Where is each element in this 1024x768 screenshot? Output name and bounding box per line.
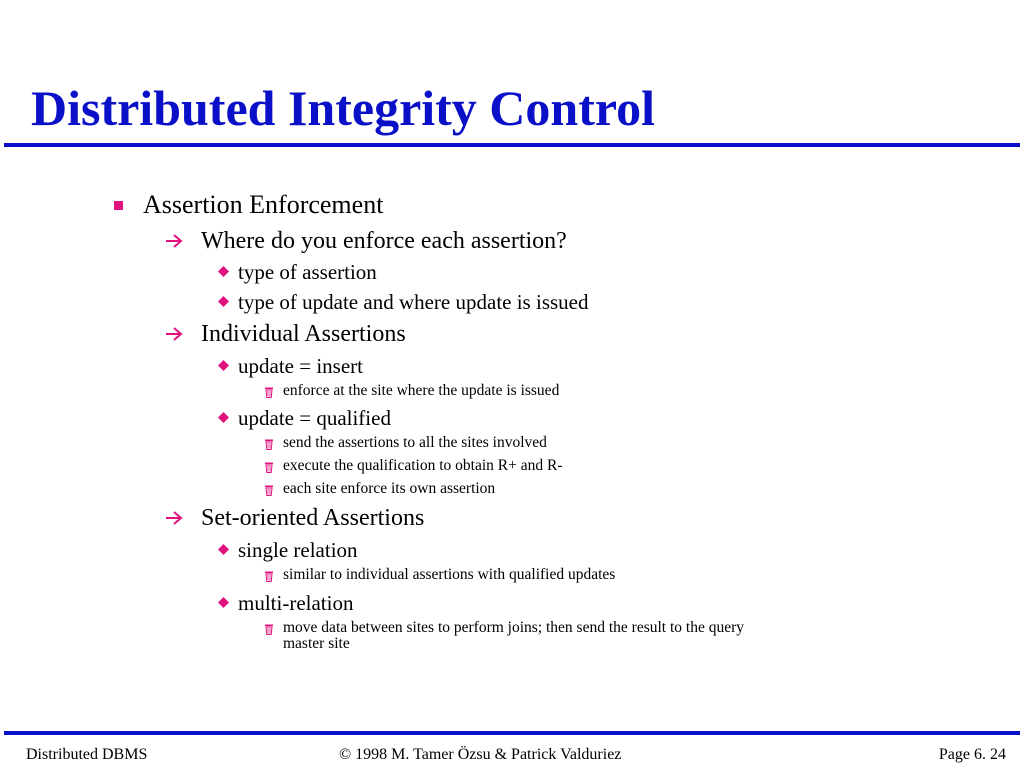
footer-copyright: © 1998 M. Tamer Özsu & Patrick Valduriez [339,746,622,763]
detail-each-site-enforce: each site enforce its own assertion [283,480,496,497]
trash-can-icon [264,387,274,398]
detail-move-data-line2: master site [283,635,350,652]
trash-can-icon [264,571,274,582]
subbullet-individual-assertions: Individual Assertions [201,321,406,347]
diamond-bullet-icon [218,412,229,423]
trash-can-icon [264,624,274,635]
square-bullet-icon [114,201,123,210]
diamond-bullet-icon [218,360,229,371]
detail-send-assertions: send the assertions to all the sites involved [283,434,547,451]
diamond-bullet-icon [218,544,229,555]
trash-can-icon [264,462,274,473]
item-update-insert: update = insert [238,354,363,378]
subbullet-where-enforce: Where do you enforce each assertion? [201,228,567,254]
diamond-bullet-icon [218,266,229,277]
detail-similar-to-individual: similar to individual assertions with qualified updates [283,566,616,583]
trash-can-icon [264,439,274,450]
detail-execute-qualification: execute the qualification to obtain R+ and R- [283,457,563,474]
detail-enforce-at-site: enforce at the site where the update is issued [283,382,560,399]
diamond-bullet-icon [218,296,229,307]
title-divider [4,143,1020,147]
footer-page-number: Page 6. 24 [938,746,1006,763]
bullet-assertion-enforcement: Assertion Enforcement [143,190,384,219]
footer-divider [4,731,1020,735]
arrow-right-icon [165,327,183,341]
arrow-right-icon [165,511,183,525]
subbullet-set-oriented-assertions: Set-oriented Assertions [201,505,425,531]
trash-can-icon [264,485,274,496]
arrow-right-icon [165,234,183,248]
footer-course-title: Distributed DBMS [26,746,148,763]
item-type-of-assertion: type of assertion [238,260,377,284]
item-update-qualified: update = qualified [238,406,391,430]
item-multi-relation: multi-relation [238,591,354,615]
diamond-bullet-icon [218,597,229,608]
item-single-relation: single relation [238,538,358,562]
slide-title: Distributed Integrity Control [31,80,656,136]
detail-move-data-line1: move data between sites to perform joins; then send the result to the query [283,619,745,636]
item-type-of-update: type of update and where update is issued [238,290,589,314]
